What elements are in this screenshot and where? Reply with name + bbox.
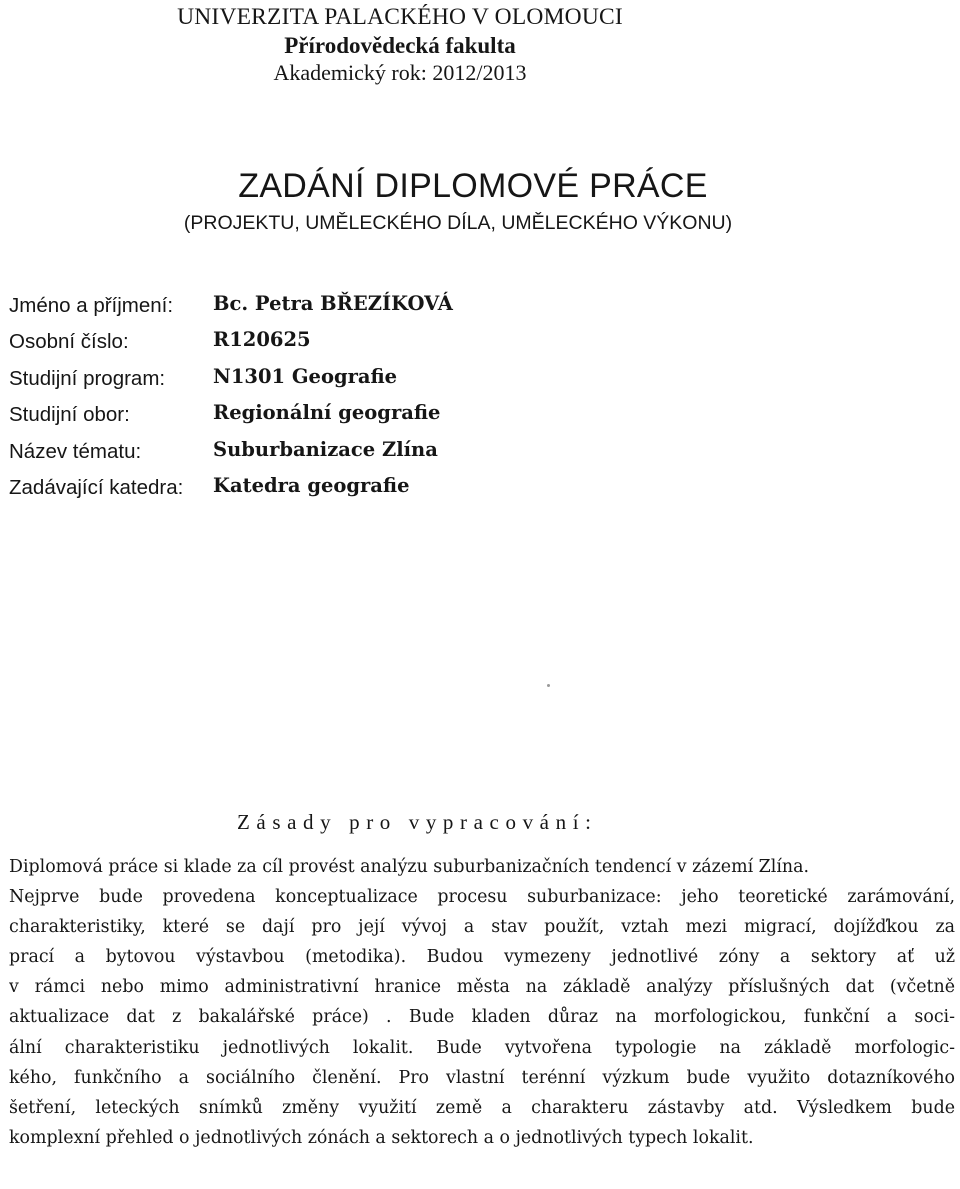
info-label: Studijní program: (9, 366, 166, 390)
guidelines-line: charakteristiky, které se dají pro její vývoj a stav použít, vztah mezi migrací, dojížďkou za (9, 917, 955, 938)
guidelines-text (9, 852, 955, 1153)
guidelines-line: aktualizace dat z bakalářské práce) . Bude kladen důraz na morfologickou, funkční a soci- (9, 1007, 955, 1028)
guidelines-line: komplexní přehled o jednotlivých zónách a sektorech a o jednotlivých typech lokalit. (9, 1127, 754, 1148)
info-label: Název tématu: (9, 439, 142, 463)
guidelines-line: ální charakteristiku jednotlivých lokalit. Bude vytvořena typologie na základě morfologic- (9, 1037, 955, 1058)
study-field: Regionální geografie (213, 401, 441, 425)
info-label: Osobní číslo: (9, 330, 129, 354)
faculty-name: Přírodovědecká fakulta (284, 33, 516, 58)
assigning-department: Katedra geografie (213, 473, 410, 497)
document-title: ZADÁNÍ DIPLOMOVÉ PRÁCE (238, 167, 708, 205)
document-subtitle: (PROJEKTU, UMĚLECKÉHO DÍLA, UMĚLECKÉHO VÝKONU) (183, 212, 733, 234)
guidelines-line: Nejprve bude provedena konceptualizace procesu suburbanizace: jeho teoretické zarámování, (9, 887, 955, 908)
student-name: Bc. Petra BŘEZÍKOVÁ (213, 292, 453, 315)
thesis-topic: Suburbanizace Zlína (213, 437, 438, 461)
study-program: N1301 Geografie (213, 364, 398, 388)
scan-speck (547, 684, 550, 687)
info-label: Studijní obor: (9, 403, 130, 427)
info-label: Zadávající katedra: (9, 475, 184, 499)
guidelines-line: v rámci nebo mimo administrativní hranice města na základě analýzy příslušných dat (včetně (9, 977, 955, 998)
guidelines-line: kého, funkčního a sociálního členění. Pro vlastní terénní výzkum bude využito dotazníkového (9, 1067, 955, 1088)
guidelines-heading: Zásady pro vypracování: (237, 810, 598, 834)
university-name: UNIVERZITA PALACKÉHO V OLOMOUCI (177, 4, 623, 30)
guidelines-line: prací a bytovou výstavbou (metodika). Budou vymezeny jednotlivé zóny a sektory ať už (9, 947, 955, 968)
personal-number: R120625 (213, 328, 311, 352)
info-label: Jméno a příjmení: (9, 294, 174, 317)
guidelines-line: šetření, leteckých snímků změny využití země a charakteru zástavby atd. Výsledkem bude (9, 1097, 955, 1118)
academic-year: Akademický rok: 2012/2013 (273, 60, 527, 85)
guidelines-line: Diplomová práce si klade za cíl provést analýzu suburbanizačních tendencí v zázemí Zlína. (9, 857, 809, 877)
